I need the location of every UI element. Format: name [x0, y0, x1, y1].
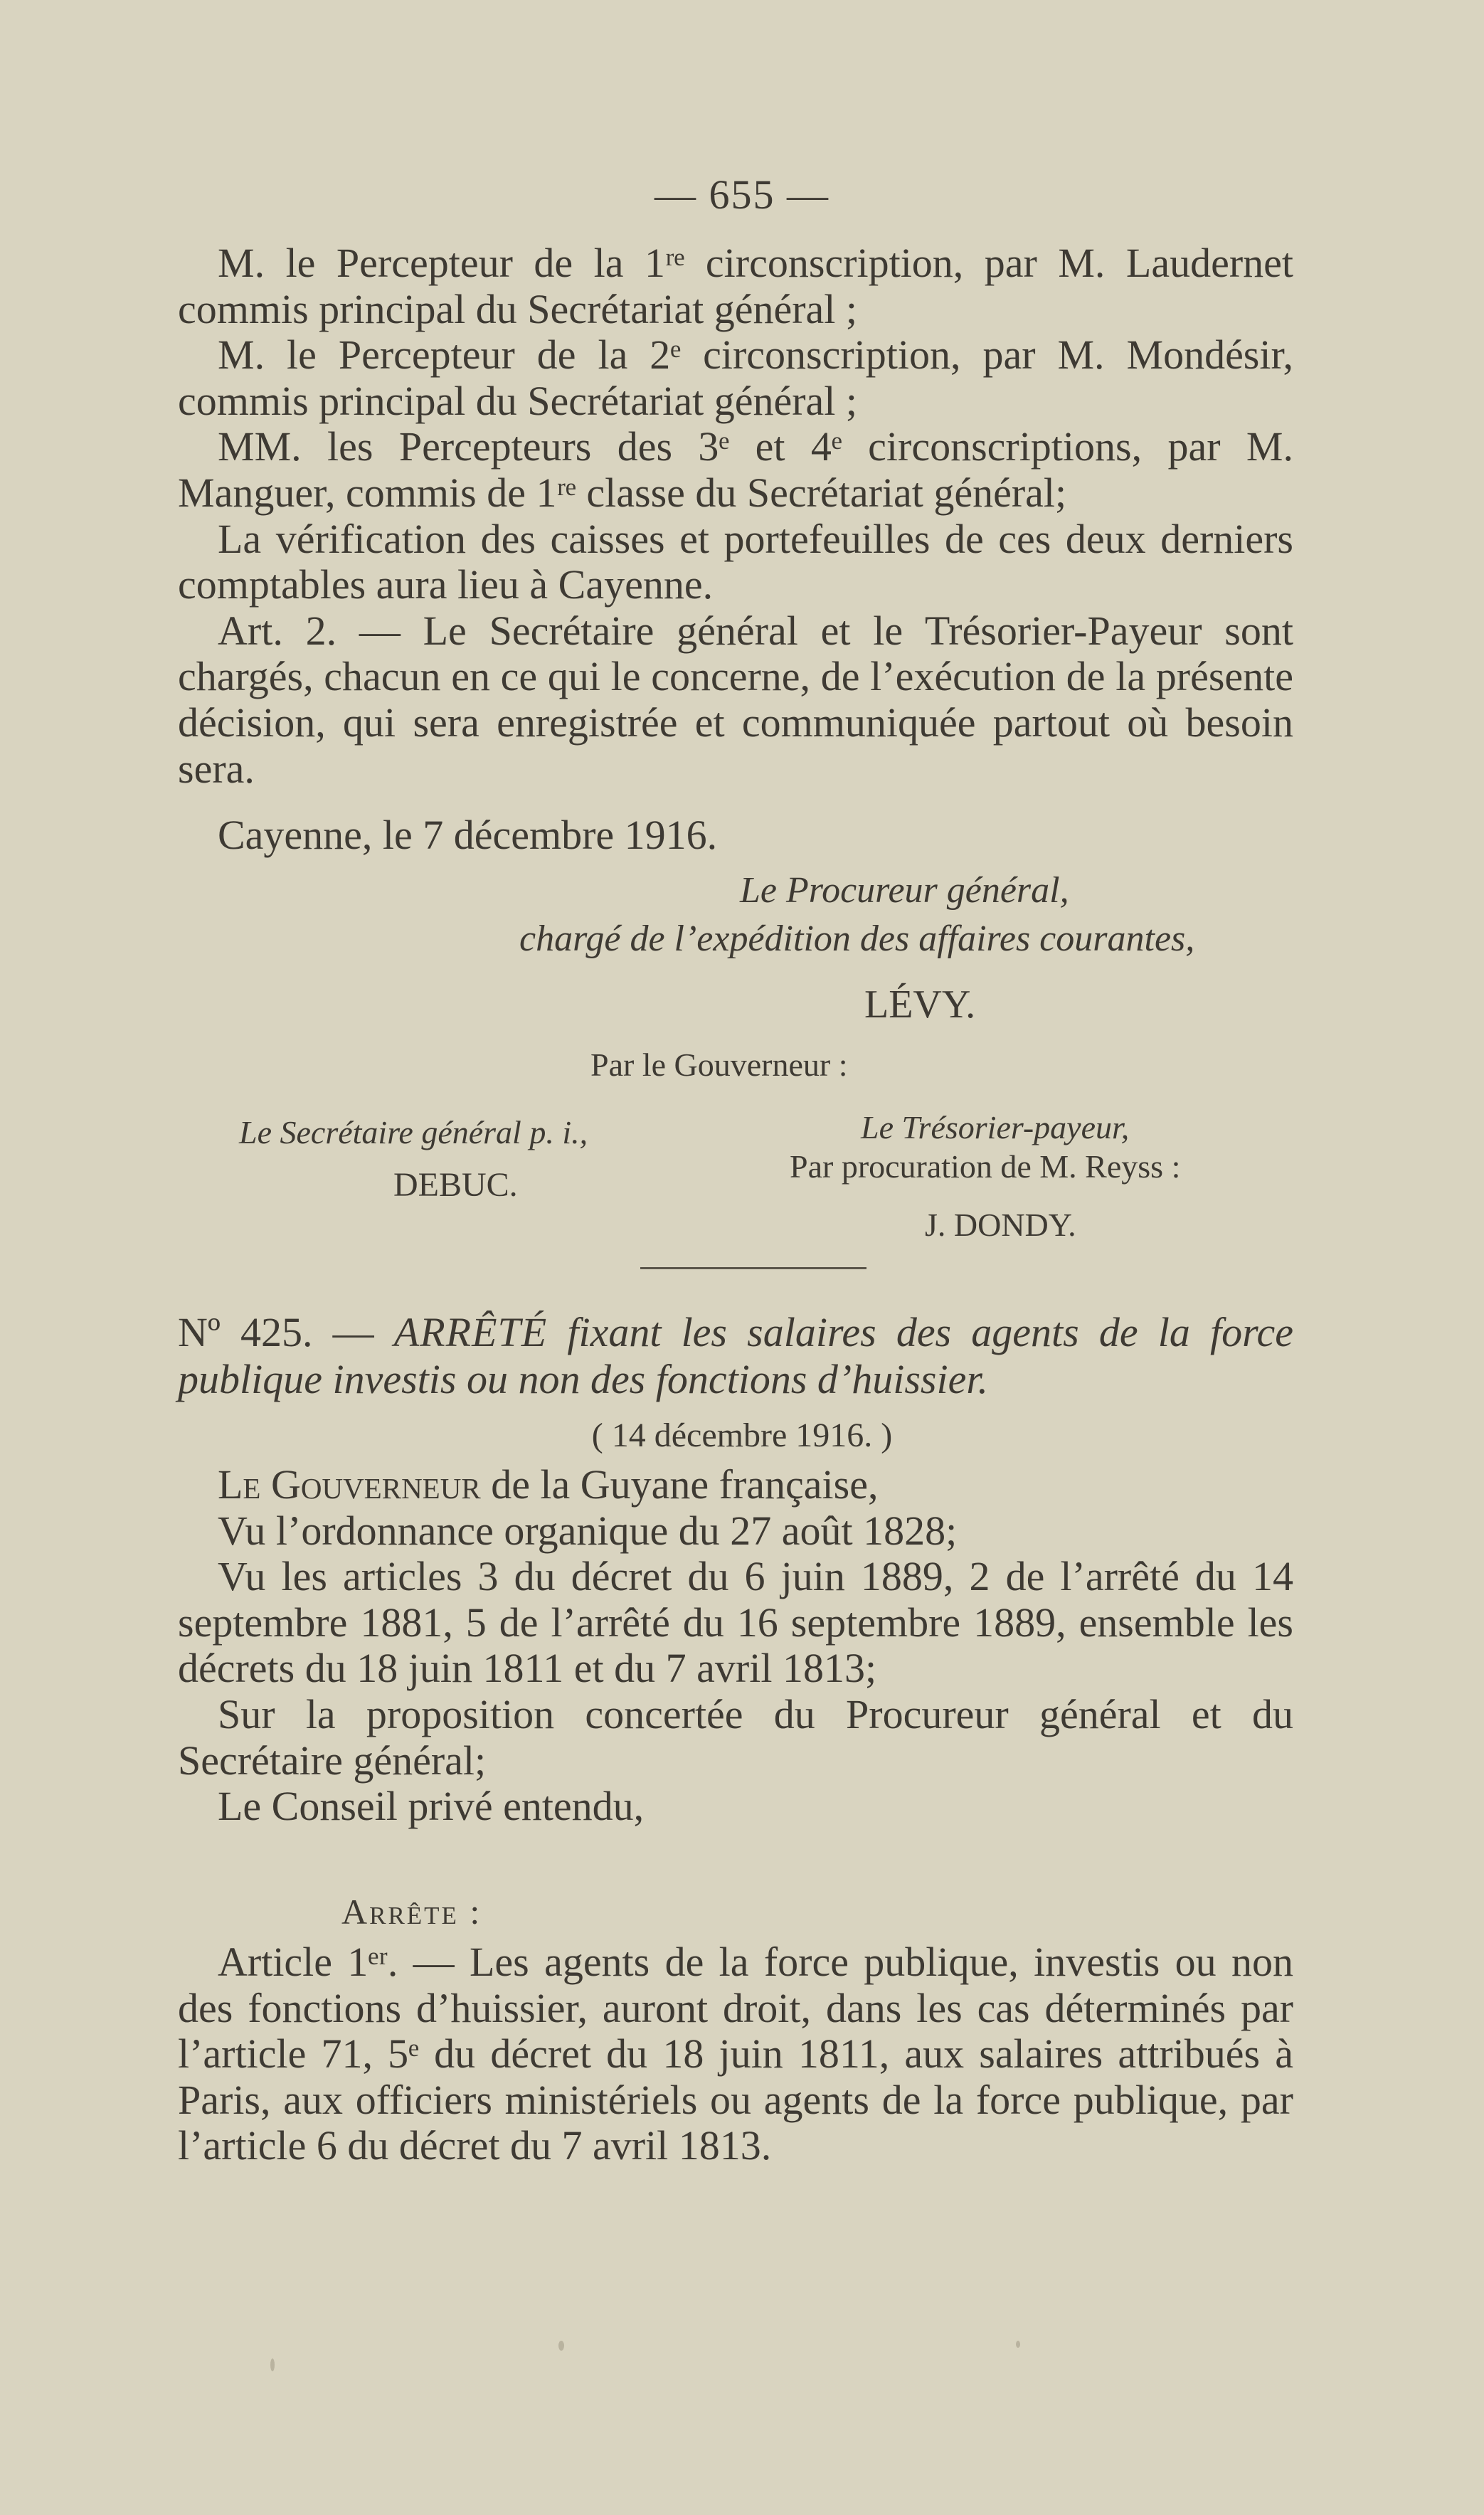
paper-speck [1016, 2341, 1020, 2348]
visa-ordonnance: Vu l’ordonnance organique du 27 août 1828; [218, 1507, 958, 1554]
decision-text-block [178, 240, 1293, 792]
visa-conseil: Le Conseil privé entendu, [218, 1783, 645, 1830]
article-1: Article 1ᵉʳ. — Les agents de la force publique, investis ou non des fonctions d’huissier, auront droit, dans les cas déterminés par l’article 71, 5ᵉ du décret du 18 juin 1811, aux salaires attribués à Paris, aux officiers ministériels ou agents de la force publique, par l’article 6 du décret du 7 avril 1813. [178, 1939, 1293, 2169]
arrete-title-caps: ARRÊTÉ [393, 1309, 548, 1355]
visa-articles: Vu les articles 3 du décret du 6 juin 1889, 2 de l’arrêté du 14 septembre 1881, 5 de l’arrêté du 16 septembre 1889, ensemble les décrets du 18 juin 1811 et du 7 avril 1813; [178, 1553, 1293, 1692]
arrete-title-rest: fixant les salaires des agents de la force publique investis ou non des fonctions d’huissier. [178, 1309, 1293, 1402]
arrete-number: Nº 425. — [178, 1309, 374, 1355]
procureur-charge: chargé de l’expédition des affaires courantes, [519, 918, 1195, 959]
secretaire-name: DEBUC. [393, 1166, 518, 1204]
secretaire-title: Le Secrétaire général p. i., [239, 1114, 588, 1150]
paragraph-article-2: Art. 2. — Le Secrétaire général et le Trésorier-Payeur sont chargés, chacun en ce qui le concerne, de l’exécution de la présente décision, qui sera enregistrée et communiquée partout où besoin sera. [178, 607, 1293, 792]
article-1-block [178, 1939, 1293, 2169]
visa-proposition: Sur la proposition concertée du Procureur général et du Secrétaire général; [178, 1690, 1293, 1784]
paper-speck [270, 2358, 275, 2371]
page-number: — 655 — [654, 171, 830, 218]
arrete-heading [178, 1309, 1293, 1403]
arrete-word: Arrête : [341, 1892, 482, 1932]
arrete-preamble [178, 1462, 1293, 1830]
par-le-gouverneur: Par le Gouverneur : [590, 1047, 848, 1083]
tresorier-title: Le Trésorier-payeur, [861, 1109, 1130, 1145]
date-line: Cayenne, le 7 décembre 1916. [218, 812, 718, 858]
arrete-date: ( 14 décembre 1916. ) [591, 1417, 893, 1454]
procureur-title: Le Procureur général, [740, 870, 1069, 911]
paper-speck [558, 2341, 564, 2351]
section-divider [640, 1267, 866, 1269]
procureur-name: LÉVY. [864, 983, 976, 1027]
paragraph-percepteur-2: M. le Percepteur de la 2ᵉ circonscription, par M. Mondésir, commis principal du Secrétariat général ; [178, 332, 1293, 424]
gouverneur-caps: Le Gouverneur [218, 1461, 481, 1508]
paragraph-verification: La vérification des caisses et portefeuilles de ces deux derniers comptables aura lieu à Cayenne. [178, 515, 1293, 608]
paragraph-percepteurs-3-4: MM. les Percepteurs des 3ᵉ et 4ᵉ circonscriptions, par M. Manguer, commis de 1ʳᵉ classe du Secrétariat général; [178, 423, 1293, 516]
tresorier-procuration: Par procuration de M. Reyss : [790, 1148, 1181, 1185]
gouverneur-rest: de la Guyane française, [491, 1461, 879, 1508]
paragraph-percepteur-1: M. le Percepteur de la 1ʳᵉ circonscription, par M. Laudernet commis principal du Secrétariat général ; [178, 240, 1293, 332]
tresorier-name: J. DONDY. [925, 1207, 1076, 1243]
gouverneur-line [178, 1462, 1293, 1508]
